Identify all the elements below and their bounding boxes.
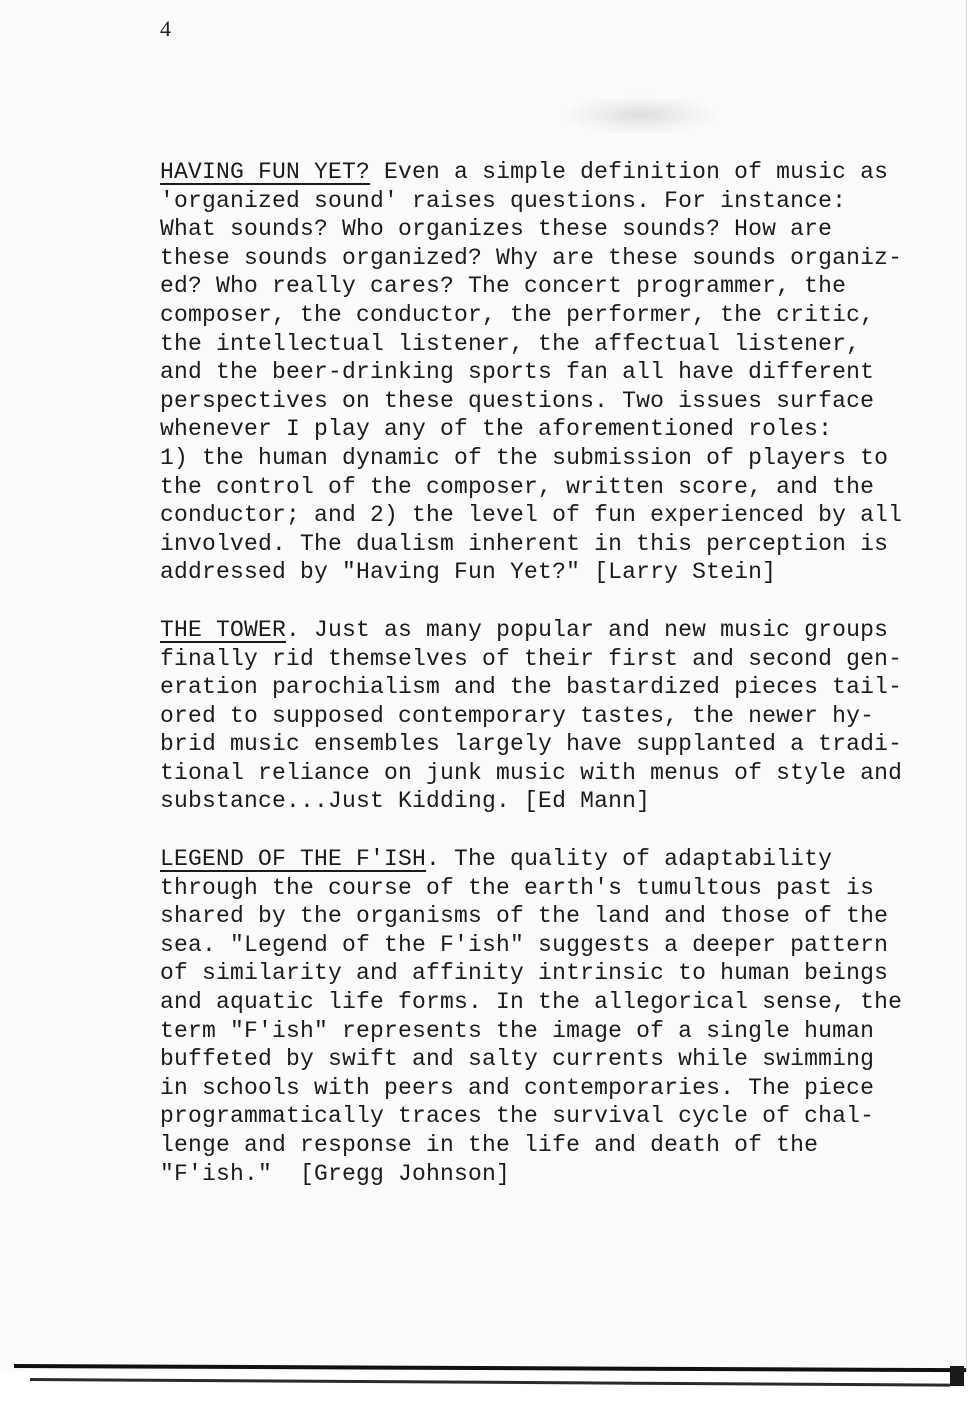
entry-intro: Even a simple definition of music as bbox=[370, 159, 889, 185]
entry-intro: . Just as many popular and new music groups bbox=[286, 616, 889, 643]
program-note-entry bbox=[160, 616, 920, 816]
entry-intro: . The quality of adaptability bbox=[426, 846, 833, 873]
ink-smudge bbox=[560, 95, 720, 135]
page-corner bbox=[950, 1366, 964, 1386]
entry-body: finally rid themselves of their first and second gen- eration parochialism and the bastardized pieces tail- ored to supposed contemporary tastes, the newer hy- brid music ensembles largely have supplanted a tradi- tional reliance on junk music with menus of style and substance...Just Kidding. [Ed Mann] bbox=[160, 645, 903, 815]
entry-title: THE TOWER bbox=[160, 616, 287, 643]
entry-body: 'organized sound' raises questions. For instance: What sounds? Who organizes these sounds? How are these sounds organized? Why are these sounds organiz- ed? Who really cares? The concert programmer, the composer, the conductor, the performer, the critic, the intellectual listener, the affectual listener, and the beer-drinking sports fan all have different perspectives on these questions. Two issues surface whenever I play any of the aforementioned roles: 1) the human dynamic of the submission of players to the control of the composer, written score, and the conductor; and 2) the level of fun experienced by all involved. The dualism inherent in this perception is addressed by "Having Fun Yet?" [Larry Stein] bbox=[160, 187, 903, 586]
entry-body: through the course of the earth's tumultous past is shared by the organisms of the land and those of the sea. "Legend of the F'ish" suggests a deeper pattern of similarity and affinity intrinsic to human beings and aquatic life forms. In the allegorical sense, the term "F'ish" represents the image of a single human buffeted by swift and salty currents while swimming in schools with peers and contemporaries. The piece programmatically traces the survival cycle of chal- lenge and response in the life and death of the "F'ish." [Gregg Johnson] bbox=[160, 874, 903, 1187]
page-number: 4 bbox=[160, 16, 171, 41]
page-edge-shadow bbox=[30, 1378, 950, 1387]
program-note-entry bbox=[160, 158, 920, 587]
program-note-entry bbox=[160, 845, 920, 1188]
entry-title: LEGEND OF THE F'ISH bbox=[160, 846, 427, 873]
entry-title: HAVING FUN YET? bbox=[160, 159, 371, 185]
program-notes bbox=[160, 158, 920, 1217]
